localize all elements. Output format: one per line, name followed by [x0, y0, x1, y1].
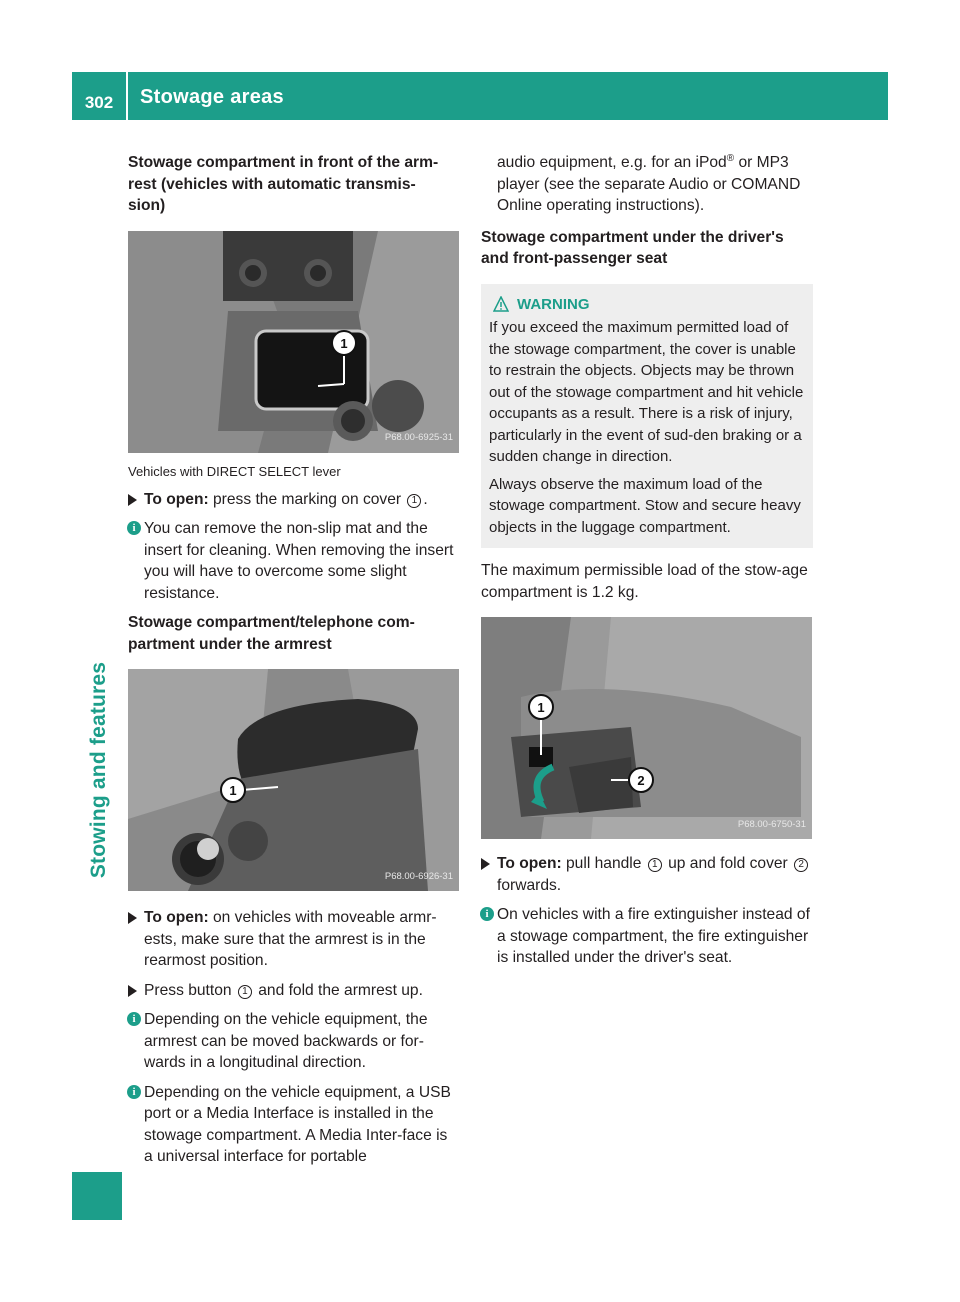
info-icon: i — [127, 1085, 141, 1099]
left-column — [128, 152, 460, 1176]
warning-box — [481, 284, 813, 549]
photo-center-console — [128, 231, 459, 453]
page-title: Stowage areas — [140, 86, 284, 108]
page-number: 302 — [84, 93, 114, 112]
heading-armrest-front: Stowage compartment in front of the arm- rest (vehicles with automatic transmis- sion) — [128, 154, 439, 214]
ref-circle-1: 1 — [238, 985, 252, 999]
image-reference: P68.00-6750-31 — [737, 818, 806, 830]
note-non-slip-mat: i You can remove the non-slip mat and the insert for cleaning. When removing the insert you will have to overcome some slight resistance. — [128, 518, 460, 604]
step-arrow-icon — [128, 985, 137, 997]
step-arrow-icon — [128, 912, 137, 924]
warning-text-1: If you exceed the maximum permitted load of the stowage compartment, the cover is unable to restrain the objects. Objects may be thrown out of the stowage compartment and hit vehicle occupants as a result. There is a risk of injury, particularly in the event of sud-den braking or a sudden change in direction. — [489, 319, 804, 465]
step-arrow-icon — [481, 858, 490, 870]
note-armrest-moved: i Depending on the vehicle equipment, the armrest can be moved backwards or for-wards in a longitudinal direction. — [128, 1009, 460, 1074]
step-open-armrest: To open: on vehicles with moveable armr-ests, make sure that the armrest is in the rearmost position. — [128, 907, 460, 972]
header-divider — [126, 72, 128, 120]
callout-1: 1 — [340, 335, 348, 351]
photo-armrest — [128, 669, 459, 891]
heading-under-seat: Stowage compartment under the driver's and front-passenger seat — [481, 228, 784, 267]
callout-1: 1 — [537, 700, 545, 715]
info-icon: i — [127, 521, 141, 535]
warning-triangle-icon — [493, 296, 509, 312]
step-arrow-icon — [128, 494, 137, 506]
step-press-button: Press button 1 and fold the armrest up. — [128, 980, 460, 1002]
heading-armrest-compartment: Stowage compartment/telephone com- partment under the armrest — [128, 614, 415, 653]
step-pull-handle: To open: pull handle 1 up and fold cover 2 forwards. — [481, 853, 813, 896]
photo-under-seat — [481, 617, 812, 839]
note-fire-extinguisher: i On vehicles with a fire extinguisher instead of a stowage compartment, the fire extinguisher is installed under the driver's seat. — [481, 904, 813, 969]
right-column — [481, 152, 813, 977]
callout-2: 2 — [637, 773, 645, 788]
info-icon: i — [127, 1012, 141, 1026]
image-reference: P68.00-6925-31 — [384, 432, 453, 443]
note-usb-port: i Depending on the vehicle equipment, a USB port or a Media Interface is installed in the stowage compartment. A Media Inter-face is a universal interface for portable — [128, 1082, 460, 1168]
warning-text-2: Always observe the maximum load of the stowage compartment. Stow and secure heavy objects in the luggage compartment. — [489, 475, 801, 536]
max-load-text: The maximum permissible load of the stow-age compartment is 1.2 kg. — [481, 562, 808, 601]
caption-direct-select: Vehicles with DIRECT SELECT lever — [128, 463, 341, 479]
side-section-label: Stowing and features — [87, 661, 110, 879]
callout-1: 1 — [229, 783, 237, 798]
warning-title: WARNING — [489, 294, 805, 316]
ref-circle-1: 1 — [407, 494, 421, 508]
note-usb-continued: audio equipment, e.g. for an iPod® or MP3 player (see the separate Audio or COMAND Online operating instructions). — [497, 152, 801, 214]
step-open-cover: To open: press the marking on cover 1 . — [128, 489, 460, 511]
ref-circle-1: 1 — [648, 858, 662, 872]
ref-circle-2: 2 — [794, 858, 808, 872]
image-reference: P68.00-6926-31 — [384, 870, 453, 882]
side-tab-marker — [72, 1172, 122, 1220]
info-icon: i — [480, 907, 494, 921]
